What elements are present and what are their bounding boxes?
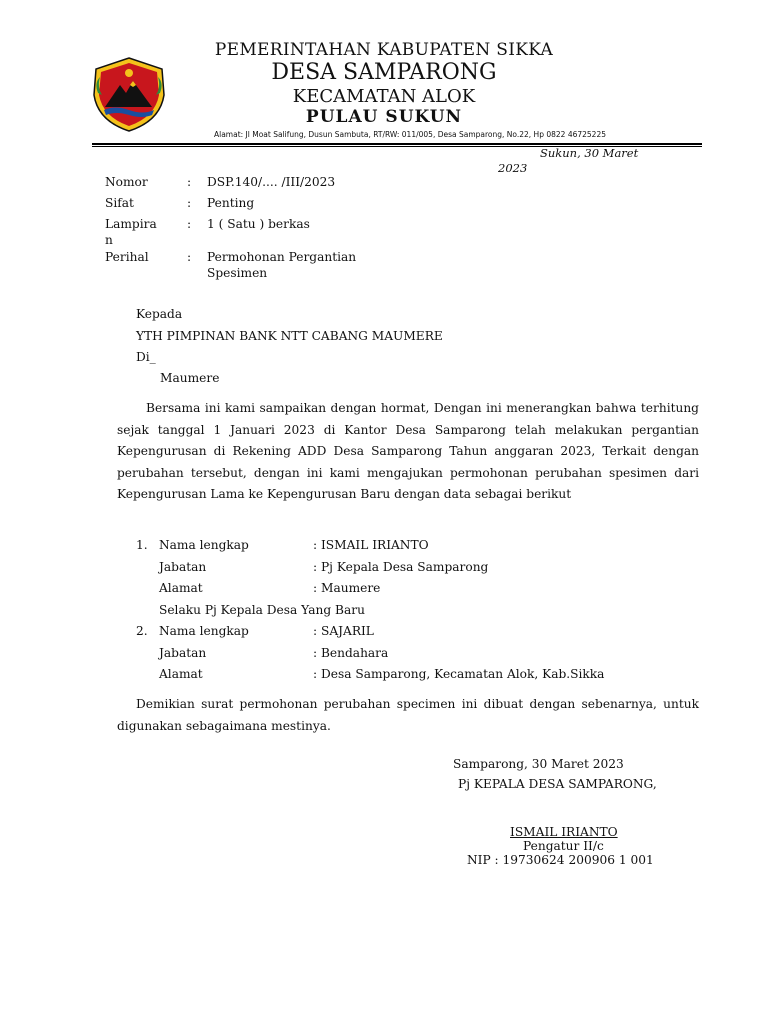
signature-rank: Pengatur II/c: [523, 839, 604, 853]
person-2-alamat-value: : Desa Samparong, Kecamatan Alok, Kab.Sikka: [313, 667, 605, 681]
person-1-alamat-label: Alamat: [159, 581, 203, 595]
meta-value-nomor: DSP.140/.... /III/2023: [207, 175, 336, 189]
recipient-place: Maumere: [160, 371, 220, 385]
closing-paragraph: Demikian surat permohonan perubahan specimen ini dibuat dengan sebenarnya, untuk digunakan sebagaimana mestinya.: [117, 697, 699, 733]
island-name: PULAU SUKUN: [305, 107, 463, 127]
government-name: PEMERINTAHAN KABUPATEN SIKKA: [214, 40, 554, 60]
meta-value-perihal-wrap: Spesimen: [207, 266, 268, 280]
person-1-jabatan-label: Jabatan: [159, 560, 207, 574]
meta-label-lampiran: Lampira: [105, 217, 157, 231]
meta-label-sifat: Sifat: [105, 196, 134, 210]
person-1-name-label: Nama lengkap: [159, 538, 249, 552]
meta-label-perihal: Perihal: [105, 250, 149, 264]
person-1-jabatan-value: : Pj Kepala Desa Samparong: [313, 560, 489, 574]
header-rule-thick: [92, 143, 702, 145]
person-1-alamat-value: : Maumere: [313, 581, 381, 595]
person-2-jabatan-label: Jabatan: [159, 646, 207, 660]
person-2-number: 2.: [136, 624, 148, 638]
letter-date-line1: Sukun, 30 Maret: [540, 146, 639, 160]
recipient-kepada: Kepada: [136, 307, 183, 321]
letter-date-line2: 2023: [498, 161, 528, 175]
recipient-di: Di_: [136, 350, 156, 364]
meta-label-nomor: Nomor: [105, 175, 148, 189]
meta-sep-perihal: :: [187, 250, 192, 264]
person-2-name-label: Nama lengkap: [159, 624, 249, 638]
person-2-name-value: : SAJARIL: [313, 624, 374, 638]
meta-value-lampiran: 1 ( Satu ) berkas: [207, 217, 310, 231]
office-address: Alamat: Jl Moat Salifung, Dusun Sambuta, RT/RW: 011/005, Desa Samparong, No.22, Hp 0822 46725225: [213, 130, 606, 139]
signature-title: Pj KEPALA DESA SAMPARONG,: [458, 777, 657, 791]
signature-place-date: Samparong, 30 Maret 2023: [453, 757, 624, 771]
meta-sep-nomor: :: [187, 175, 192, 189]
person-1-name-value: : ISMAIL IRIANTO: [313, 538, 429, 552]
signature-nip: NIP : 19730624 200906 1 001: [467, 853, 654, 867]
district-name: KECAMATAN ALOK: [292, 86, 476, 107]
meta-label-lampiran-wrap: n: [105, 233, 113, 247]
person-1-number: 1.: [136, 538, 148, 552]
meta-sep-sifat: :: [187, 196, 192, 210]
meta-sep-lampiran: :: [187, 217, 192, 231]
signature-name: ISMAIL IRIANTO: [510, 825, 618, 839]
meta-value-perihal: Permohonan Pergantian: [207, 250, 357, 264]
body-paragraph: Bersama ini kami sampaikan dengan hormat, Dengan ini menerangkan bahwa terhitung sejak tanggal 1 Januari 2023 di Kantor Desa Samparong telah melakukan pergantian Kepengurusan di Rekening ADD Desa Samparong Tahun anggaran 2023, Terkait dengan perubahan tersebut, dengan ini kami mengajukan permohonan perubahan spesimen dari Kepengurusan Lama ke Kepengurusan Baru dengan data sebagai berikut: [117, 401, 699, 501]
person-2-alamat-label: Alamat: [159, 667, 203, 681]
recipient-name: YTH PIMPINAN BANK NTT CABANG MAUMERE: [136, 329, 443, 343]
person-2-jabatan-value: : Bendahara: [313, 646, 389, 660]
person-1-note: Selaku Pj Kepala Desa Yang Baru: [159, 603, 365, 617]
meta-value-sifat: Penting: [207, 196, 255, 210]
village-name: DESA SAMPARONG: [271, 60, 497, 85]
